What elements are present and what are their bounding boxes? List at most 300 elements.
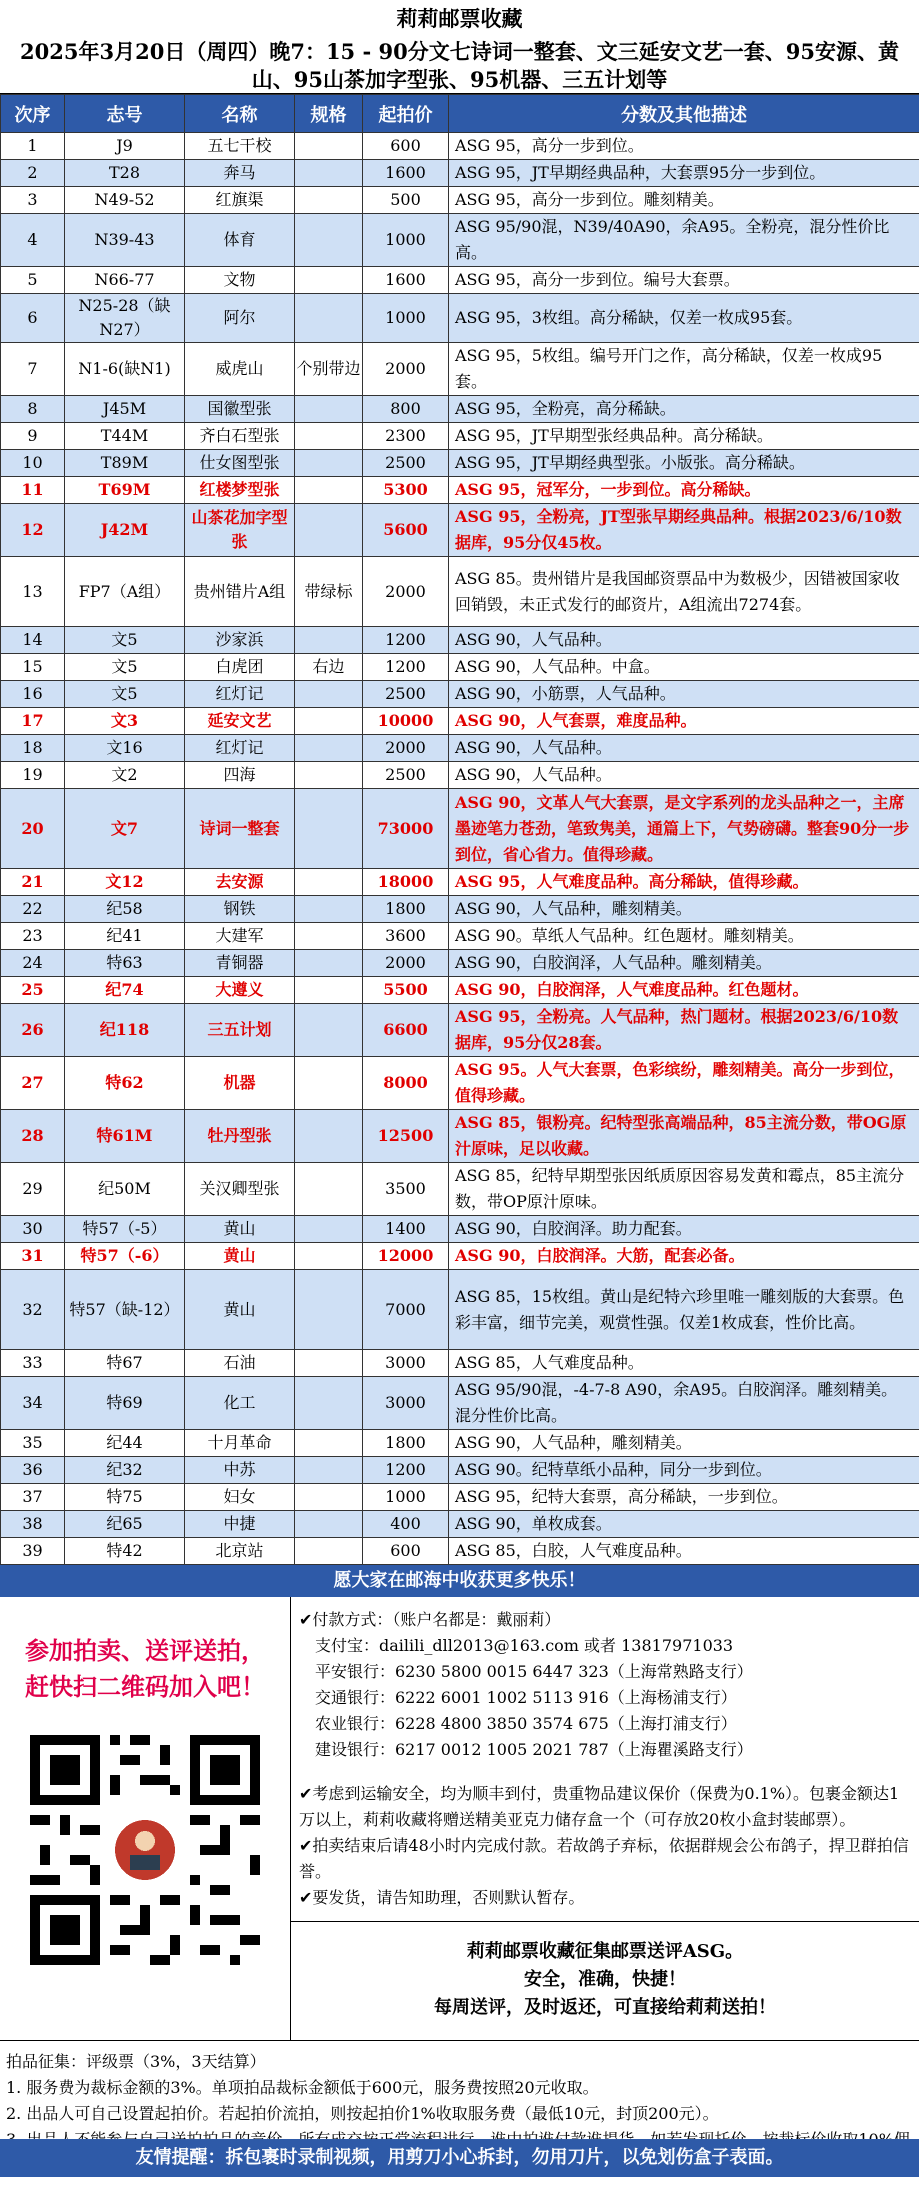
bank-line: 交通银行：6222 6001 1002 5113 916（上海杨浦支行） <box>299 1685 911 1711</box>
stamp-code: T44M <box>65 423 185 450</box>
stamp-description: ASG 85。贵州错片是我国邮资票品中为数极少，因错被国家收回销毁，未正式发行的邮资片，A组流出7274套。 <box>449 557 919 627</box>
stamp-spec <box>295 1350 363 1377</box>
join-cta <box>0 1597 290 1705</box>
collect-line3: 每周送评，及时返还，可直接给莉莉送拍！ <box>291 1994 919 2022</box>
start-price: 2000 <box>363 735 449 762</box>
stamp-spec: 带绿标 <box>295 557 363 627</box>
bank-line: 平安银行：6230 5800 0015 6447 323（上海常熟路支行） <box>299 1659 911 1685</box>
start-price: 12000 <box>363 1243 449 1270</box>
stamp-code: T69M <box>65 477 185 504</box>
row-number: 11 <box>1 477 65 504</box>
col-header-price: 起拍价 <box>363 95 449 133</box>
table-row <box>1 557 919 627</box>
stamp-code: 特62 <box>65 1057 185 1110</box>
start-price: 8000 <box>363 1057 449 1110</box>
stamp-spec <box>295 267 363 294</box>
col-header-code: 志号 <box>65 95 185 133</box>
bank-line: 农业银行：6228 4800 3850 3574 675（上海打浦支行） <box>299 1711 911 1737</box>
table-row <box>1 1270 919 1350</box>
stamp-code: 纪58 <box>65 896 185 923</box>
stamp-description: ASG 90，白胶润泽，人气品种。雕刻精美。 <box>449 950 919 977</box>
stamp-spec <box>295 1538 363 1565</box>
stamp-spec <box>295 1511 363 1538</box>
stamp-spec <box>295 450 363 477</box>
start-price: 800 <box>363 396 449 423</box>
stamp-description: ASG 85，15枚组。黄山是纪特六珍里唯一雕刻版的大套票。色彩丰富，细节完美，观赏性强。仅差1枚成套，性价比高。 <box>449 1270 919 1350</box>
stamp-name: 黄山 <box>185 1270 295 1350</box>
join-cta-line1: 参加拍卖、送评送拍， <box>0 1633 290 1669</box>
stamp-name: 山茶花加字型张 <box>185 504 295 557</box>
stamp-name: 十月革命 <box>185 1430 295 1457</box>
row-number: 6 <box>1 294 65 343</box>
row-number: 14 <box>1 627 65 654</box>
collect-line2: 安全，准确，快捷！ <box>291 1966 919 1994</box>
stamp-description: ASG 95，高分一步到位。雕刻精美。 <box>449 187 919 214</box>
row-number: 39 <box>1 1538 65 1565</box>
stamp-description: ASG 90，白胶润泽。大筋，配套必备。 <box>449 1243 919 1270</box>
stamp-name: 去安源 <box>185 869 295 896</box>
table-row <box>1 187 919 214</box>
row-number: 30 <box>1 1216 65 1243</box>
start-price: 2000 <box>363 343 449 396</box>
stamp-description: ASG 95，5枚组。编号开门之作，高分稀缺，仅差一枚成95套。 <box>449 343 919 396</box>
table-row <box>1 1163 919 1216</box>
row-number: 17 <box>1 708 65 735</box>
stamp-description: ASG 95，JT早期型张经典品种。高分稀缺。 <box>449 423 919 450</box>
table-row <box>1 923 919 950</box>
stamp-description: ASG 95，冠军分，一步到位。高分稀缺。 <box>449 477 919 504</box>
stamp-description: ASG 95，高分一步到位。编号大套票。 <box>449 267 919 294</box>
start-price: 7000 <box>363 1270 449 1350</box>
stamp-description: ASG 90，人气套票，难度品种。 <box>449 708 919 735</box>
start-price: 600 <box>363 133 449 160</box>
stamp-description: ASG 95，JT早期经典型张。小版张。高分稀缺。 <box>449 450 919 477</box>
start-price: 1800 <box>363 1430 449 1457</box>
row-number: 5 <box>1 267 65 294</box>
stamp-spec <box>295 1163 363 1216</box>
stamp-description: ASG 90，人气品种。 <box>449 762 919 789</box>
stamp-spec <box>295 133 363 160</box>
stamp-name: 红灯记 <box>185 735 295 762</box>
row-number: 10 <box>1 450 65 477</box>
stamp-name: 三五计划 <box>185 1004 295 1057</box>
stamp-code: 特61M <box>65 1110 185 1163</box>
stamp-spec <box>295 504 363 557</box>
stamp-spec <box>295 1270 363 1350</box>
start-price: 600 <box>363 1538 449 1565</box>
info-section <box>0 1597 919 2041</box>
table-row <box>1 762 919 789</box>
row-number: 22 <box>1 896 65 923</box>
table-row <box>1 627 919 654</box>
payment-header: ✔付款方式：（账户名都是：戴丽莉） <box>299 1607 911 1633</box>
start-price: 1200 <box>363 1457 449 1484</box>
col-header-no: 次序 <box>1 95 65 133</box>
stamp-spec <box>295 1110 363 1163</box>
start-price: 1400 <box>363 1216 449 1243</box>
stamp-description: ASG 95/90混，N39/40A90，余A95。全粉亮，混分性价比高。 <box>449 214 919 267</box>
row-number: 4 <box>1 214 65 267</box>
stamp-name: 青铜器 <box>185 950 295 977</box>
stamp-name: 白虎团 <box>185 654 295 681</box>
table-row <box>1 735 919 762</box>
stamp-code: N66-77 <box>65 267 185 294</box>
stamp-code: 文7 <box>65 789 185 869</box>
stamp-code: 特63 <box>65 950 185 977</box>
stamp-code: T28 <box>65 160 185 187</box>
stamp-spec <box>295 1243 363 1270</box>
stamp-code: 文2 <box>65 762 185 789</box>
stamp-description: ASG 90，人气品种。中盒。 <box>449 654 919 681</box>
table-row <box>1 1350 919 1377</box>
stamp-name: 四海 <box>185 762 295 789</box>
start-price: 18000 <box>363 869 449 896</box>
row-number: 31 <box>1 1243 65 1270</box>
stamp-name: 中捷 <box>185 1511 295 1538</box>
stamp-name: 石油 <box>185 1350 295 1377</box>
stamp-spec <box>295 789 363 869</box>
stamp-code: 特69 <box>65 1377 185 1430</box>
qr-code[interactable] <box>30 1735 260 1965</box>
start-price: 3000 <box>363 1350 449 1377</box>
stamp-name: 机器 <box>185 1057 295 1110</box>
stamp-name: 中苏 <box>185 1457 295 1484</box>
stamp-description: ASG 95，3枚组。高分稀缺，仅差一枚成95套。 <box>449 294 919 343</box>
stamp-description: ASG 90，白胶润泽，人气难度品种。红色题材。 <box>449 977 919 1004</box>
stamp-name: 仕女图型张 <box>185 450 295 477</box>
table-header-row <box>1 95 919 133</box>
start-price: 1200 <box>363 654 449 681</box>
table-row <box>1 950 919 977</box>
fee-item: 1. 服务费为裁标金额的3%。单项拍品裁标金额低于600元，服务费按照20元收取。 <box>6 2075 913 2101</box>
row-number: 38 <box>1 1511 65 1538</box>
stamp-spec: 右边 <box>295 654 363 681</box>
table-row <box>1 133 919 160</box>
fees-title: 拍品征集：评级票（3%，3天结算） <box>6 2049 913 2075</box>
stamp-code: 特57（-5） <box>65 1216 185 1243</box>
row-number: 8 <box>1 396 65 423</box>
table-row <box>1 1538 919 1565</box>
stamp-spec <box>295 1004 363 1057</box>
col-header-name: 名称 <box>185 95 295 133</box>
start-price: 1000 <box>363 294 449 343</box>
row-number: 25 <box>1 977 65 1004</box>
row-number: 28 <box>1 1110 65 1163</box>
stamp-name: 关汉卿型张 <box>185 1163 295 1216</box>
wish-banner: 愿大家在邮海中收获更多快乐！ <box>0 1565 919 1597</box>
stamp-spec <box>295 1430 363 1457</box>
stamp-code: 特67 <box>65 1350 185 1377</box>
stamp-description: ASG 90，人气品种，雕刻精美。 <box>449 1430 919 1457</box>
table-row <box>1 708 919 735</box>
stamp-code: 纪32 <box>65 1457 185 1484</box>
stamp-description: ASG 85，人气难度品种。 <box>449 1350 919 1377</box>
stamp-spec <box>295 1484 363 1511</box>
collect-info <box>291 1921 919 2040</box>
stamp-code: 文3 <box>65 708 185 735</box>
stamp-code: 文16 <box>65 735 185 762</box>
stamp-spec <box>295 1057 363 1110</box>
table-row <box>1 1004 919 1057</box>
table-row <box>1 1057 919 1110</box>
stamp-spec <box>295 708 363 735</box>
stamp-code: J45M <box>65 396 185 423</box>
row-number: 26 <box>1 1004 65 1057</box>
stamp-description: ASG 95，全粉亮。人气品种，热门题材。根据2023/6/10数据库，95分仅28套。 <box>449 1004 919 1057</box>
stamp-spec <box>295 627 363 654</box>
stamp-description: ASG 90。草纸人气品种。红色题材。雕刻精美。 <box>449 923 919 950</box>
note-shipping: ✔考虑到运输安全，均为顺丰到付，贵重物品建议保价（保费为0.1%）。包裹金额达1万以上，莉莉收藏将赠送精美亚克力储存盒一个（可存放20枚小盒封装邮票）。 <box>299 1781 911 1833</box>
stamp-code: N1-6(缺N1) <box>65 343 185 396</box>
stamp-name: 沙家浜 <box>185 627 295 654</box>
stamp-spec <box>295 1377 363 1430</box>
start-price: 1600 <box>363 160 449 187</box>
stamp-spec <box>295 294 363 343</box>
stamp-spec <box>295 869 363 896</box>
stamp-description: ASG 95，JT早期经典品种，大套票95分一步到位。 <box>449 160 919 187</box>
table-row <box>1 1457 919 1484</box>
stamp-spec <box>295 396 363 423</box>
stamp-spec <box>295 1457 363 1484</box>
stamp-name: 国徽型张 <box>185 396 295 423</box>
stamp-description: ASG 95，全粉亮，JT型张早期经典品种。根据2023/6/10数据库，95分仅45枚。 <box>449 504 919 557</box>
stamp-description: ASG 85，白胶，人气难度品种。 <box>449 1538 919 1565</box>
start-price: 1200 <box>363 627 449 654</box>
stamp-code: N25-28（缺N27） <box>65 294 185 343</box>
fee-item: 2. 出品人可自己设置起拍价。若起拍价流拍，则按起拍价1%收取服务费（最低10元，封顶200元）。 <box>6 2101 913 2127</box>
auction-table <box>0 94 919 1565</box>
table-row <box>1 343 919 396</box>
row-number: 29 <box>1 1163 65 1216</box>
start-price: 2000 <box>363 950 449 977</box>
table-row <box>1 1511 919 1538</box>
stamp-code: 纪41 <box>65 923 185 950</box>
stamp-description: ASG 90，白胶润泽。助力配套。 <box>449 1216 919 1243</box>
stamp-description: ASG 90，人气品种。 <box>449 735 919 762</box>
stamp-code: J42M <box>65 504 185 557</box>
table-row <box>1 504 919 557</box>
table-row <box>1 789 919 869</box>
stamp-spec <box>295 160 363 187</box>
start-price: 500 <box>363 187 449 214</box>
row-number: 34 <box>1 1377 65 1430</box>
note-payment: ✔拍卖结束后请48小时内完成付款。若故鸽子弃标，依据群规会公布鸽子，捍卫群拍信誉。 <box>299 1833 911 1885</box>
stamp-name: 文物 <box>185 267 295 294</box>
stamp-spec <box>295 681 363 708</box>
stamp-name: 阿尔 <box>185 294 295 343</box>
start-price: 3600 <box>363 923 449 950</box>
stamp-spec <box>295 477 363 504</box>
stamp-spec <box>295 762 363 789</box>
row-number: 7 <box>1 343 65 396</box>
stamp-name: 红灯记 <box>185 681 295 708</box>
stamp-code: 文5 <box>65 681 185 708</box>
stamp-code: N39-43 <box>65 214 185 267</box>
start-price: 1600 <box>363 267 449 294</box>
row-number: 12 <box>1 504 65 557</box>
start-price: 5300 <box>363 477 449 504</box>
row-number: 32 <box>1 1270 65 1350</box>
stamp-code: 特42 <box>65 1538 185 1565</box>
stamp-description: ASG 95。人气大套票，色彩缤纷，雕刻精美。高分一步到位，值得珍藏。 <box>449 1057 919 1110</box>
stamp-description: ASG 90，单枚成套。 <box>449 1511 919 1538</box>
alipay-line: 支付宝：dailili_dll2013@163.com 或者 13817971033 <box>299 1633 911 1659</box>
stamp-description: ASG 95，高分一步到位。 <box>449 133 919 160</box>
stamp-name: 化工 <box>185 1377 295 1430</box>
row-number: 13 <box>1 557 65 627</box>
col-header-spec: 规格 <box>295 95 363 133</box>
start-price: 2500 <box>363 681 449 708</box>
stamp-name: 钢铁 <box>185 896 295 923</box>
table-row <box>1 896 919 923</box>
info-right <box>291 1597 919 2040</box>
stamp-code: 纪44 <box>65 1430 185 1457</box>
collect-line1: 莉莉邮票收藏征集邮票送评ASG。 <box>291 1938 919 1966</box>
table-row <box>1 423 919 450</box>
table-row <box>1 1110 919 1163</box>
start-price: 1000 <box>363 1484 449 1511</box>
stamp-description: ASG 95/90混，-4-7-8 A90，余A95。白胶润泽。雕刻精美。混分性价比高。 <box>449 1377 919 1430</box>
stamp-name: 体育 <box>185 214 295 267</box>
shipping-notes <box>299 1781 911 1911</box>
row-number: 9 <box>1 423 65 450</box>
stamp-code: 纪118 <box>65 1004 185 1057</box>
stamp-spec <box>295 896 363 923</box>
start-price: 1000 <box>363 214 449 267</box>
stamp-spec <box>295 1216 363 1243</box>
stamp-description: ASG 90，小筋票，人气品种。 <box>449 681 919 708</box>
footer-reminder: 友情提醒：拆包裹时录制视频，用剪刀小心拆封，勿用刀片，以免划伤盒子表面。 <box>0 2139 919 2177</box>
stamp-name: 延安文艺 <box>185 708 295 735</box>
stamp-name: 黄山 <box>185 1243 295 1270</box>
row-number: 15 <box>1 654 65 681</box>
table-row <box>1 1216 919 1243</box>
stamp-description: ASG 85，纪特早期型张因纸质原因容易发黄和霉点，85主流分数，带OP原汁原味。 <box>449 1163 919 1216</box>
row-number: 23 <box>1 923 65 950</box>
stamp-code: 纪50M <box>65 1163 185 1216</box>
table-row <box>1 1377 919 1430</box>
stamp-name: 北京站 <box>185 1538 295 1565</box>
start-price: 73000 <box>363 789 449 869</box>
start-price: 2500 <box>363 450 449 477</box>
table-row <box>1 977 919 1004</box>
stamp-code: 特75 <box>65 1484 185 1511</box>
stamp-name: 牡丹型张 <box>185 1110 295 1163</box>
start-price: 400 <box>363 1511 449 1538</box>
stamp-name: 贵州错片A组 <box>185 557 295 627</box>
stamp-description: ASG 95，人气难度品种。高分稀缺，值得珍藏。 <box>449 869 919 896</box>
table-body <box>1 133 919 1565</box>
row-number: 24 <box>1 950 65 977</box>
table-row <box>1 396 919 423</box>
row-number: 18 <box>1 735 65 762</box>
stamp-spec <box>295 950 363 977</box>
stamp-description: ASG 85，银粉亮。纪特型张高端品种，85主流分数，带OG原汁原味，足以收藏。 <box>449 1110 919 1163</box>
stamp-code: N49-52 <box>65 187 185 214</box>
payment-info <box>291 1597 919 1921</box>
row-number: 20 <box>1 789 65 869</box>
stamp-code: 纪74 <box>65 977 185 1004</box>
table-row <box>1 1430 919 1457</box>
join-panel <box>0 1597 291 2040</box>
row-number: 19 <box>1 762 65 789</box>
stamp-name: 五七干校 <box>185 133 295 160</box>
join-cta-line2: 赶快扫二维码加入吧！ <box>0 1669 290 1705</box>
page-subtitle: 2025年3月20日（周四）晚7：15 - 90分文七诗词一整套、文三延安文艺一套、95安源、黄山、95山茶加字型张、95机器、三五计划等 <box>0 38 919 94</box>
start-price: 5500 <box>363 977 449 1004</box>
stamp-description: ASG 90，人气品种，雕刻精美。 <box>449 896 919 923</box>
stamp-code: T89M <box>65 450 185 477</box>
stamp-spec <box>295 423 363 450</box>
row-number: 16 <box>1 681 65 708</box>
stamp-name: 大建军 <box>185 923 295 950</box>
stamp-description: ASG 90，文革人气大套票，是文字系列的龙头品种之一，主席墨迹笔力苍劲，笔致隽美，通篇上下，气势磅礴。整套90分一步到位，省心省力。值得珍藏。 <box>449 789 919 869</box>
table-row <box>1 1243 919 1270</box>
start-price: 2000 <box>363 557 449 627</box>
stamp-code: 特57（-6） <box>65 1243 185 1270</box>
stamp-name: 红旗渠 <box>185 187 295 214</box>
row-number: 37 <box>1 1484 65 1511</box>
stamp-code: 纪65 <box>65 1511 185 1538</box>
start-price: 2500 <box>363 762 449 789</box>
stamp-spec <box>295 214 363 267</box>
table-row <box>1 681 919 708</box>
stamp-spec <box>295 923 363 950</box>
stamp-name: 诗词一整套 <box>185 789 295 869</box>
table-row <box>1 450 919 477</box>
stamp-description: ASG 95，纪特大套票，高分稀缺，一步到位。 <box>449 1484 919 1511</box>
table-row <box>1 477 919 504</box>
stamp-description: ASG 95，全粉亮，高分稀缺。 <box>449 396 919 423</box>
stamp-description: ASG 90。纪特草纸小品种，同分一步到位。 <box>449 1457 919 1484</box>
table-row <box>1 160 919 187</box>
title-block <box>0 0 919 94</box>
start-price: 2300 <box>363 423 449 450</box>
row-number: 35 <box>1 1430 65 1457</box>
stamp-code: FP7（A组） <box>65 557 185 627</box>
stamp-code: J9 <box>65 133 185 160</box>
page-title: 莉莉邮票收藏 <box>0 0 919 38</box>
stamp-name: 大遵义 <box>185 977 295 1004</box>
row-number: 27 <box>1 1057 65 1110</box>
row-number: 21 <box>1 869 65 896</box>
bank-line: 建设银行：6217 0012 1005 2021 787（上海瞿溪路支行） <box>299 1737 911 1763</box>
stamp-code: 文12 <box>65 869 185 896</box>
row-number: 33 <box>1 1350 65 1377</box>
col-header-desc: 分数及其他描述 <box>449 95 919 133</box>
row-number: 2 <box>1 160 65 187</box>
stamp-code: 文5 <box>65 654 185 681</box>
stamp-name: 黄山 <box>185 1216 295 1243</box>
stamp-name: 奔马 <box>185 160 295 187</box>
stamp-spec <box>295 977 363 1004</box>
row-number: 1 <box>1 133 65 160</box>
stamp-code: 文5 <box>65 627 185 654</box>
start-price: 1800 <box>363 896 449 923</box>
table-row <box>1 654 919 681</box>
note-delivery: ✔要发货，请告知助理，否则默认暂存。 <box>299 1885 911 1911</box>
start-price: 12500 <box>363 1110 449 1163</box>
row-number: 36 <box>1 1457 65 1484</box>
stamp-spec <box>295 735 363 762</box>
stamp-name: 妇女 <box>185 1484 295 1511</box>
start-price: 3000 <box>363 1377 449 1430</box>
stamp-spec <box>295 187 363 214</box>
start-price: 5600 <box>363 504 449 557</box>
table-row <box>1 267 919 294</box>
qr-code-icon <box>30 1735 260 1965</box>
stamp-spec: 个别带边 <box>295 343 363 396</box>
